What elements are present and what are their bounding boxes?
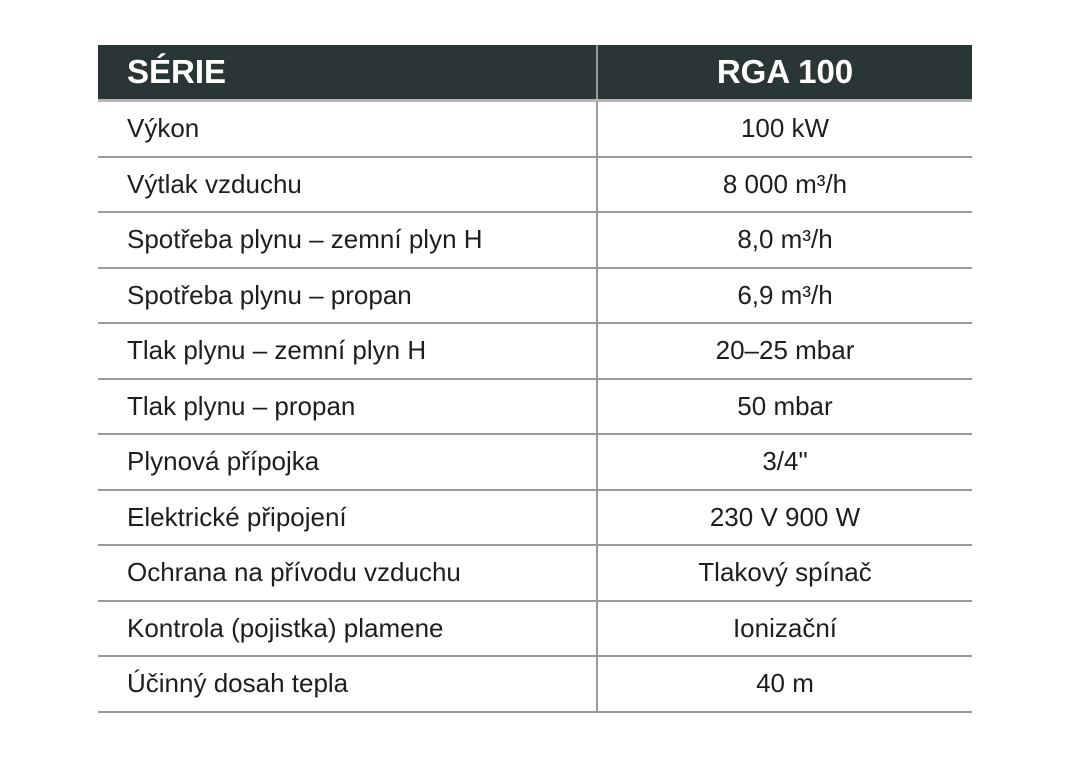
spec-table — [98, 45, 972, 713]
series-header: SÉRIE — [98, 45, 597, 101]
table-row — [98, 434, 972, 490]
table-row — [98, 157, 972, 213]
row-value: 8 000 m³/h — [597, 157, 972, 213]
row-label: Ochrana na přívodu vzduchu — [98, 545, 597, 601]
row-label: Plynová přípojka — [98, 434, 597, 490]
row-value: 3/4" — [597, 434, 972, 490]
row-label: Výtlak vzduchu — [98, 157, 597, 213]
table-row — [98, 212, 972, 268]
row-value: 20–25 mbar — [597, 323, 972, 379]
row-label: Spotřeba plynu – propan — [98, 268, 597, 324]
row-label: Tlak plynu – propan — [98, 379, 597, 435]
row-value: 40 m — [597, 656, 972, 712]
spec-table-header — [98, 45, 972, 101]
table-row — [98, 490, 972, 546]
row-value: 230 V 900 W — [597, 490, 972, 546]
row-label: Spotřeba plynu – zemní plyn H — [98, 212, 597, 268]
table-row — [98, 268, 972, 324]
table-row — [98, 656, 972, 712]
row-label: Kontrola (pojistka) plamene — [98, 601, 597, 657]
row-value: Ionizační — [597, 601, 972, 657]
row-value: 50 mbar — [597, 379, 972, 435]
table-row — [98, 601, 972, 657]
row-label: Elektrické připojení — [98, 490, 597, 546]
table-row — [98, 545, 972, 601]
row-value: 100 kW — [597, 101, 972, 157]
table-row — [98, 379, 972, 435]
table-row — [98, 323, 972, 379]
row-value: Tlakový spínač — [597, 545, 972, 601]
row-value: 6,9 m³/h — [597, 268, 972, 324]
table-row — [98, 101, 972, 157]
model-header: RGA 100 — [597, 45, 972, 101]
row-value: 8,0 m³/h — [597, 212, 972, 268]
row-label: Účinný dosah tepla — [98, 656, 597, 712]
header-row — [98, 45, 972, 101]
spec-table-body — [98, 101, 972, 712]
row-label: Tlak plynu – zemní plyn H — [98, 323, 597, 379]
row-label: Výkon — [98, 101, 597, 157]
